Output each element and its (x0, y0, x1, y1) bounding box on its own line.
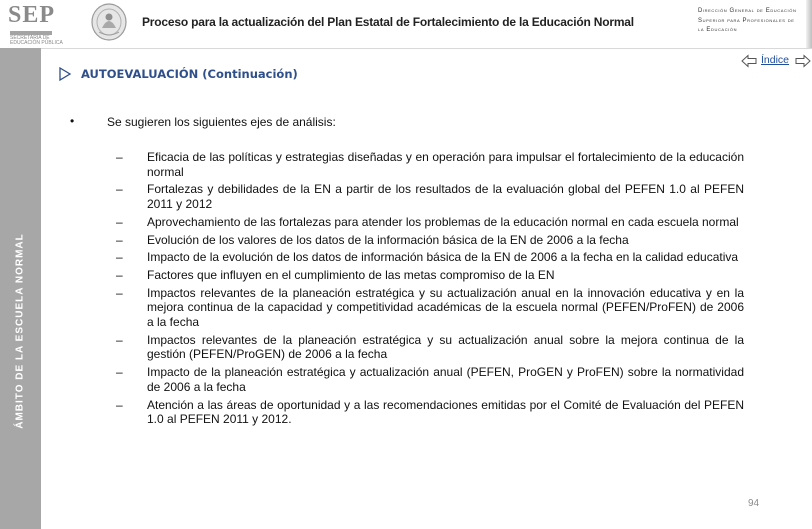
intro-text: Se sugieren los siguientes ejes de análisis: (107, 115, 336, 129)
dash: – (116, 250, 123, 265)
list-item (116, 365, 744, 394)
header-title: Proceso para la actualización del Plan Estatal de Fortalecimiento de la Educación Normal (142, 15, 634, 29)
dash: – (116, 285, 123, 300)
list-item-text: Factores que influyen en el cumplimiento de las metas compromiso de la EN (147, 268, 555, 283)
national-seal-icon (90, 2, 128, 42)
sep-logo-subtext: SECRETARÍA DE EDUCACIÓN PÚBLICA (10, 35, 63, 46)
list-item (116, 233, 744, 248)
list-item (116, 250, 744, 265)
sep-logo (8, 2, 72, 44)
list-item (116, 268, 744, 283)
list-item (116, 398, 744, 427)
arrow-left-icon[interactable] (741, 54, 757, 68)
dgesu-line-3: la Educación (698, 27, 738, 33)
section-title: AUTOEVALUACIÓN (Continuación) (81, 67, 298, 81)
list-item (116, 150, 744, 179)
dash: – (116, 365, 123, 380)
header-edge (806, 0, 812, 48)
sep-logo-text: SEP (8, 2, 56, 28)
bullet: • (70, 114, 75, 128)
list-item-text: Eficacia de las políticas y estrategias diseñadas y en operación para impulsar el fortalecimiento de la educación normal (147, 150, 744, 179)
list-item-text: Atención a las áreas de oportunidad y a las recomendaciones emitidas por el Comité de Evaluación del PEFEN 1.0 al PEFEN 2011 y 2012. (147, 397, 744, 427)
triangle-right-icon (58, 67, 72, 81)
list-item (116, 333, 744, 362)
dash: – (116, 268, 123, 283)
analysis-list (116, 150, 744, 430)
dash: – (116, 150, 123, 164)
dash: – (116, 332, 123, 347)
list-item (116, 286, 744, 330)
list-item-text: Impacto de la planeación estratégica y actualización anual (PEFEN, ProGEN y ProFEN) sobre la normatividad de 2006 a la fecha (147, 365, 744, 394)
list-item-text: Impactos relevantes de la planeación estratégica y su actualización anual sobre la mejora continua de la gestión (PEFEN/ProGEN) de 2006 a la fecha (147, 332, 744, 362)
list-item-text: Impacto de la evolución de los datos de información básica de la EN de 2006 a la fecha en la calidad educativa (147, 250, 739, 265)
list-item-text: Evolución de los valores de los datos de la información básica de la EN de 2006 a la fecha (147, 232, 629, 247)
arrow-right-icon[interactable] (795, 54, 811, 68)
dgesu-line-1: Dirección General de Educación (698, 8, 797, 14)
sidebar-label: ÁMBITO DE LA ESCUELA NORMAL (14, 233, 26, 429)
list-item-text: Impactos relevantes de la planeación estratégica y su actualización anual en la innovación educativa y en la mejora continua de la capacidad y competitividad académicas de la escuela normal (PEFEN/ProFEN) de 2006 a la fecha (147, 285, 744, 330)
index-link[interactable]: Índice (761, 54, 790, 66)
dash: – (116, 232, 123, 247)
sidebar (0, 48, 41, 529)
dash: – (116, 214, 123, 229)
list-item (116, 215, 744, 230)
list-item (116, 182, 744, 211)
dash: – (116, 397, 123, 412)
list-item-text: Fortalezas y debilidades de la EN a partir de los resultados de la evaluación global del PEFEN 1.0 al PEFEN 2011 y 2012 (147, 182, 744, 211)
dgesu-line-2: Superior para Profesionales de (698, 17, 795, 24)
dgesu-label (698, 7, 803, 36)
list-item-text: Aprovechamiento de las fortalezas para atender los problemas de la educación normal en cada escuela normal (147, 214, 739, 229)
dash: – (116, 182, 123, 197)
page-number: 94 (748, 498, 760, 509)
page-header (0, 0, 812, 49)
